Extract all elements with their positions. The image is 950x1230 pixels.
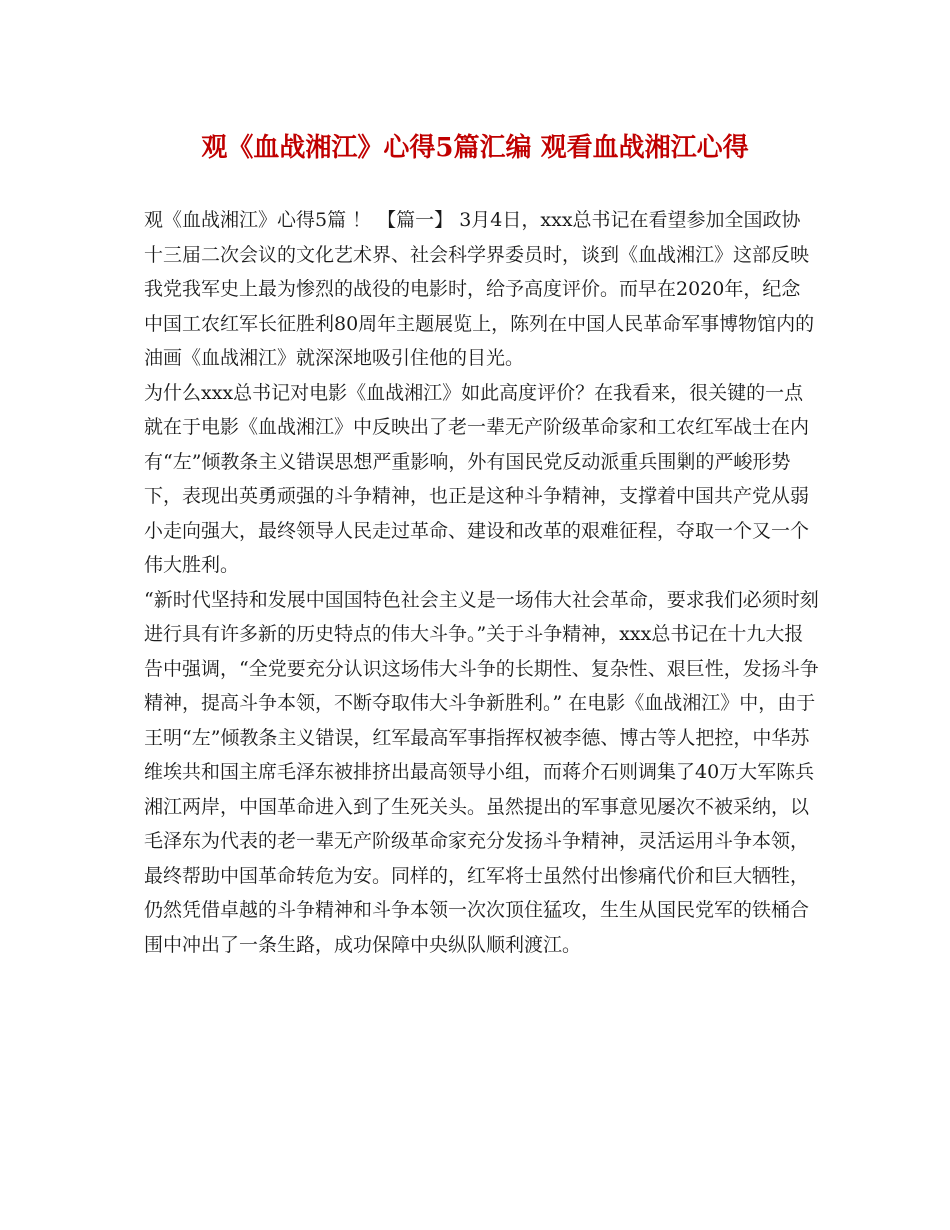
paragraph-1: 观《血战湘江》心得5篇 ！ 【篇一】 3月4日，xxx总书记在看望参加全国政协十三届二次会议的文化艺术界、社会科学界委员时，谈到《血战湘江》这部反映我党我军史上最为惨烈的战役的电影时，给予高度评价。而早在2020年，纪念中国工农红军长征胜利80周年主题展览上，陈列在中国人民革命军事博物馆内的油画《血战湘江》就深深地吸引住他的目光。 — [144, 209, 815, 369]
document-body — [144, 203, 819, 962]
paragraph-2: 为什么xxx总书记对电影《血战湘江》如此高度评价？在我看来，很关键的一点就在于电影《血战湘江》中反映出了老一辈无产阶级革命家和工农红军战士在内有“左”倾教条主义错误思想严重影响，外有国民党反动派重兵围剿的严峻形势下，表现出英勇顽强的斗争精神，也正是这种斗争精神，支撑着中国共产党从弱小走向强大，最终领导人民走过革命、建设和改革的艰难征程，夺取一个又一个伟大胜利。 — [144, 381, 810, 576]
paragraph-3: “新时代坚持和发展中国国特色社会主义是一场伟大社会革命，要求我们必须时刻进行具有许多新的历史特点的伟大斗争。”关于斗争精神，xxx总书记在十九大报告中强调，“全党要充分认识这场伟大斗争的长期性、复杂性、艰巨性，发扬斗争精神，提高斗争本领，不断夺取伟大斗争新胜利。” 在电影《血战湘江》中，由于王明“左”倾教条主义错误，红军最高军事指挥权被李德、博古等人把控，中华苏维埃共和国主席毛泽东被排挤出最高领导小组，而蒋介石则调集了40万大军陈兵湘江两岸，中国革命进入到了生死关头。虽然提出的军事意见屡次不被采纳，以毛泽东为代表的老一辈无产阶级革命家充分发扬斗争精神，灵活运用斗争本领，最终帮助中国革命转危为安。同样的，红军将士虽然付出惨痛代价和巨大牺牲，仍然凭借卓越的斗争精神和斗争本领一次次顶住猛攻，生生从国民党军的铁桶合围中冲出了一条生路，成功保障中央纵队顺利渡江。 — [144, 588, 819, 956]
document-title: 观《血战湘江》心得5篇汇编 观看血战湘江心得 — [201, 133, 749, 163]
